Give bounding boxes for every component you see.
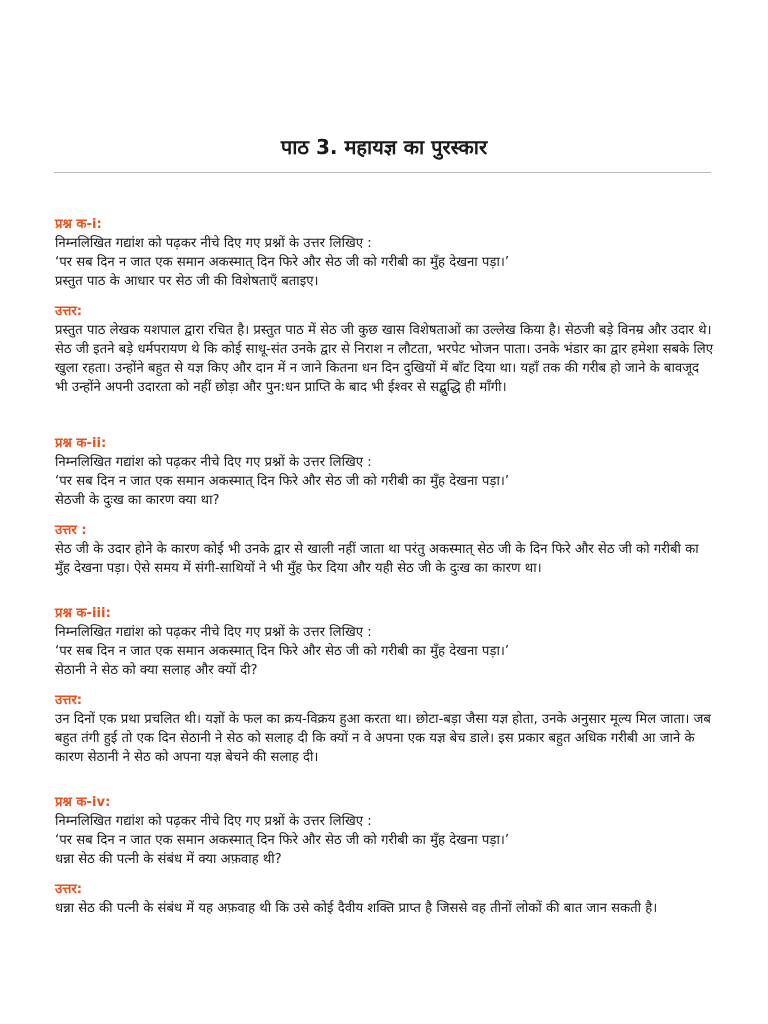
answer-text: उन दिनों एक प्रथा प्रचलित थी। यज्ञों के फल का क्रय-विक्रय हुआ करता था। छोटा-बड़ा जैसा यज्ञ होता, उनके अनुसार मूल्य मिल जाता। जब बहुत तंगी हुई तो एक दिन सेठानी ने सेठ को सलाह दी कि क्यों न वे अपना एक यज्ञ बेच डाले। इस प्रकार बहुत अधिक गरीबी आ जाने के कारण सेठानी ने सेठ को अपना यज्ञ बेचने की सलाह दी। — [55, 712, 711, 765]
passage-text: ‘पर सब दिन न जात एक समान अकस्मात् दिन फिरे और सेठ जी को गरीबी का मुँह देखना पड़ा।’ — [55, 833, 510, 848]
answer-label: उत्तर: — [55, 882, 83, 897]
question-text: प्रस्तुत पाठ के आधार पर सेठ जी की विशेषताएँ बताइए। — [55, 274, 319, 289]
instruction-text: निम्नलिखित गद्यांश को पढ़कर नीचे दिए गए प्रश्नों के उत्तर लिखिए : — [55, 236, 372, 251]
question-label: प्रश्न क-ii: — [55, 436, 107, 451]
qa-section-2 — [55, 434, 715, 578]
question-text: सेठजी के दुःख का कारण क्या था? — [55, 493, 220, 508]
answer-label: उत्तर: — [55, 304, 83, 319]
passage-text: ‘पर सब दिन न जात एक समान अकस्मात् दिन फिरे और सेठ जी को गरीबी का मुँह देखना पड़ा।’ — [55, 644, 510, 659]
page-title: पाठ 3. महायज्ञ का पुरस्कार — [280, 135, 488, 159]
passage-text: ‘पर सब दिन न जात एक समान अकस्मात् दिन फिरे और सेठ जी को गरीबी का मुँह देखना पड़ा।’ — [55, 474, 510, 489]
question-label: प्रश्न क-i: — [55, 217, 102, 232]
qa-section-4 — [55, 793, 715, 918]
answer-label: उत्तर: — [55, 693, 83, 708]
answer-text: सेठ जी के उदार होने के कारण कोई भी उनके द्वार से खाली नहीं जाता था परंतु अकस्मात् सेठ जी के दिन फिरे और सेठ जी को गरीबी का मुँह देखना पड़ा। ऐसे समय में संगी-साथियों ने भी मुँह फेर दिया और यही सेठ जी के दुःख का कारण था। — [55, 542, 699, 576]
instruction-text: निम्नलिखित गद्यांश को पढ़कर नीचे दिए गए प्रश्नों के उत्तर लिखिए : — [55, 455, 372, 470]
answer-label: उत्तर : — [55, 523, 87, 538]
question-text: सेठानी ने सेठ को क्या सलाह और क्यों दी? — [55, 663, 258, 678]
title-divider — [54, 172, 711, 173]
question-text: धन्ना सेठ की पत्नी के संबंध में क्या अफ़वाह थी? — [55, 852, 282, 867]
answer-text: प्रस्तुत पाठ लेखक यशपाल द्वारा रचित है। प्रस्तुत पाठ में सेठ जी कुछ खास विशेषताओं का उल्लेख किया है। सेठजी बड़े विनम्र और उदार थे। सेठ जी इतने बड़े धर्मपरायण थे कि कोई साधू-संत उनके द्वार से निराश न लौटता, भरपेट भोजन पाता। उनके भंडार का द्वार हमेशा सबके लिए खुला रहता। उन्होंने बहुत से यज्ञ किए और दान में न जाने कितना धन दिन दुखियों में बाँट दिया था। यहाँ तक की गरीब हो जाने के बावजूद भी उन्होंने अपनी उदारता को नहीं छोड़ा और पुन:धन प्राप्ति के बाद भी ईश्वर से सद्बुद्धि ही माँगी। — [55, 323, 713, 395]
instruction-text: निम्नलिखित गद्यांश को पढ़कर नीचे दिए गए प्रश्नों के उत्तर लिखिए : — [55, 814, 372, 829]
question-label: प्रश्न क-iv: — [55, 795, 111, 810]
answer-text: धन्ना सेठ की पत्नी के संबंध में यह अफ़वाह थी कि उसे कोई दैवीय शक्ति प्राप्त है जिससे वह तीनों लोकों की बात जान सकती है। — [55, 901, 658, 916]
qa-section-3 — [55, 604, 715, 767]
instruction-text: निम्नलिखित गद्यांश को पढ़कर नीचे दिए गए प्रश्नों के उत्तर लिखिए : — [55, 625, 372, 640]
question-label: प्रश्न क-iii: — [55, 606, 111, 621]
passage-text: ‘पर सब दिन न जात एक समान अकस्मात् दिन फिरे और सेठ जी को गरीबी का मुँह देखना पड़ा।’ — [55, 255, 510, 270]
qa-section-1 — [55, 215, 715, 397]
